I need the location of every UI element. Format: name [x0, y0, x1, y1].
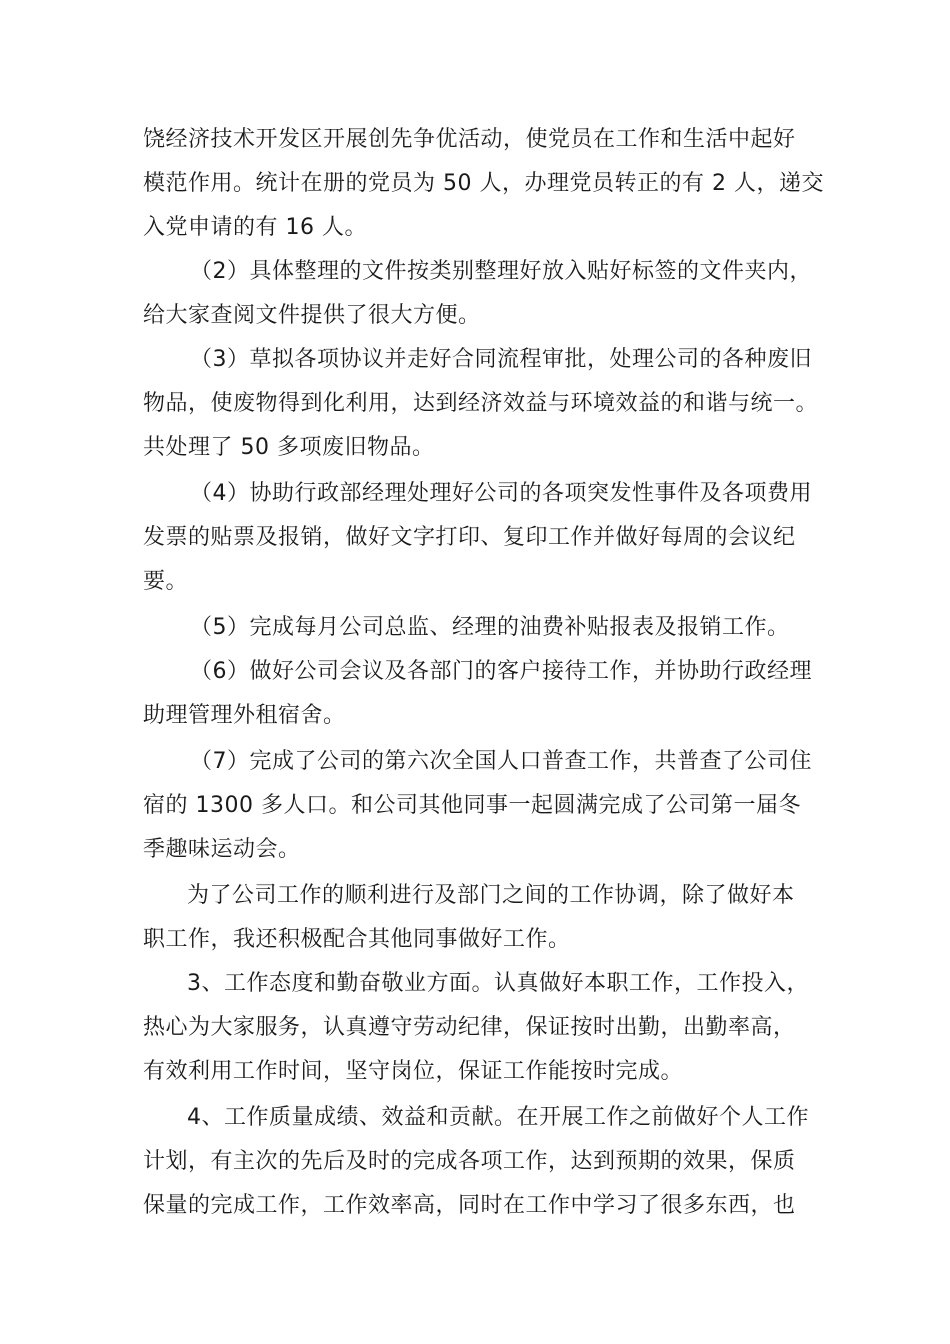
- text-line: 给大家查阅文件提供了很大方便。: [143, 303, 481, 328]
- text-line: 职工作，我还积极配合其他同事做好工作。: [143, 927, 571, 952]
- text-line: （4）协助行政部经理处理好公司的各项突发性事件及各项费用: [190, 481, 812, 506]
- text-line: （2）具体整理的文件按类别整理好放入贴好标签的文件夹内，: [190, 259, 812, 284]
- text-line: 助理管理外租宿舍。: [143, 703, 346, 728]
- text-line: 热心为大家服务，认真遵守劳动纪律，保证按时出勤，出勤率高，: [143, 1015, 796, 1040]
- text-line: 共处理了 50 多项废旧物品。: [143, 435, 435, 460]
- text-line: （3）草拟各项协议并走好合同流程审批，处理公司的各种废旧: [190, 347, 812, 372]
- text-line: 3、工作态度和勤奋敬业方面。认真做好本职工作，工作投入，: [187, 971, 809, 996]
- text-line: 4、工作质量成绩、效益和贡献。在开展工作之前做好个人工作: [187, 1105, 809, 1130]
- text-line: 宿的 1300 多人口。和公司其他同事一起圆满完成了公司第一届冬: [143, 793, 801, 818]
- text-line: （6）做好公司会议及各部门的客户接待工作，并协助行政经理: [190, 659, 812, 684]
- text-line: 物品，使废物得到化利用，达到经济效益与环境效益的和谐与统一。: [143, 391, 819, 416]
- text-line: 饶经济技术开发区开展创先争优活动，使党员在工作和生活中起好: [143, 127, 796, 152]
- text-line: 要。: [143, 569, 189, 594]
- text-line: 入党申请的有 16 人。: [143, 215, 367, 240]
- text-line: 发票的贴票及报销，做好文字打印、复印工作并做好每周的会议纪: [143, 525, 796, 550]
- text-line: 季趣味运动会。: [143, 837, 301, 862]
- text-line: 保量的完成工作，工作效率高，同时在工作中学习了很多东西，也: [143, 1193, 796, 1218]
- text-line: 计划，有主次的先后及时的完成各项工作，达到预期的效果，保质: [143, 1149, 796, 1174]
- text-line: （5）完成每月公司总监、经理的油费补贴报表及报销工作。: [190, 615, 790, 640]
- text-line: 有效利用工作时间，坚守岗位，保证工作能按时完成。: [143, 1059, 684, 1084]
- text-line: （7）完成了公司的第六次全国人口普查工作，共普查了公司住: [190, 749, 812, 774]
- text-line: 模范作用。统计在册的党员为 50 人，办理党员转正的有 2 人，递交: [143, 171, 824, 196]
- text-line: 为了公司工作的顺利进行及部门之间的工作协调，除了做好本: [187, 883, 795, 908]
